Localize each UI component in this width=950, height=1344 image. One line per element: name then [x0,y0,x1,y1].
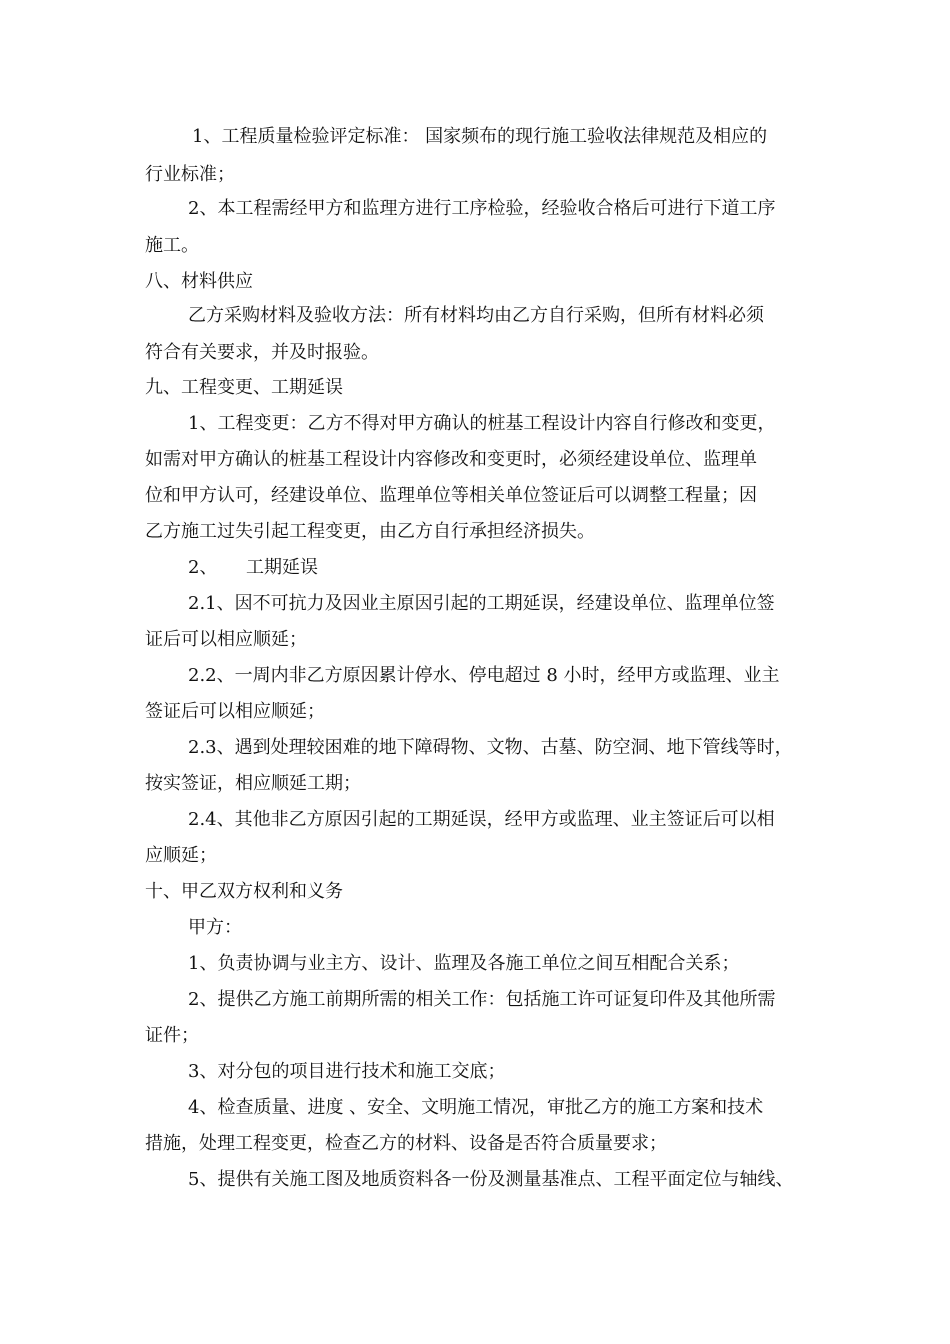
text-line: 2.1、因不可抗力及因业主原因引起的工期延误，经建设单位、监理单位签 [188,593,775,614]
text-line: 4、检查质量、进度 、安全、文明施工情况，审批乙方的施工方案和技术 [188,1097,764,1118]
text-line: 位和甲方认可，经建设单位、监理单位等相关单位签证后可以调整工程量；因 [145,485,757,506]
text-line: 证件； [145,1025,199,1046]
text-line: 2.4、其他非乙方原因引起的工期延误，经甲方或监理、业主签证后可以相 [188,809,775,830]
text-line: 如需对甲方确认的桩基工程设计内容修改和变更时，必须经建设单位、监理单 [145,449,757,470]
text-line: 行业标准； [145,164,235,185]
text-line: 1、工程质量检验评定标准： 国家频布的现行施工验收法律规范及相应的 [192,126,768,147]
section-heading: 十、甲乙双方权利和义务 [145,881,343,902]
text-line: 2.3、遇到处理较困难的地下障碍物、文物、古墓、防空洞、地下管线等时， [188,737,793,758]
text-line: 证后可以相应顺延； [145,629,307,650]
text-line: 符合有关要求，并及时报验。 [145,342,379,363]
text-line: 乙方施工过失引起工程变更，由乙方自行承担经济损失。 [145,521,595,542]
text-line: 1、负责协调与业主方、设计、监理及各施工单位之间互相配合关系； [188,953,740,974]
text-line: 2、本工程需经甲方和监理方进行工序检验，经验收合格后可进行下道工序 [188,198,776,219]
text-line: 2、 工期延误 [188,557,319,578]
section-heading: 九、工程变更、工期延误 [145,377,343,398]
text-line: 3、对分包的项目进行技术和施工交底； [188,1061,506,1082]
text-line: 1、工程变更：乙方不得对甲方确认的桩基工程设计内容自行修改和变更， [188,413,776,434]
text-line: 按实签证，相应顺延工期； [145,773,361,794]
text-line: 应顺延； [145,845,217,866]
text-line: 2、提供乙方施工前期所需的相关工作：包括施工许可证复印件及其他所需 [188,989,776,1010]
text-line: 施工。 [145,235,199,256]
text-line: 签证后可以相应顺延； [145,701,325,722]
text-line: 5、提供有关施工图及地质资料各一份及测量基准点、工程平面定位与轴线、 [188,1169,794,1190]
text-line: 2.2、一周内非乙方原因累计停水、停电超过 8 小时，经甲方或监理、业主 [188,665,780,686]
text-line: 措施，处理工程变更，检查乙方的材料、设备是否符合质量要求； [145,1133,667,1154]
text-line: 乙方采购材料及验收方法：所有材料均由乙方自行采购，但所有材料必须 [188,305,764,326]
text-line: 甲方： [188,917,242,938]
section-heading: 八、材料供应 [145,271,253,292]
